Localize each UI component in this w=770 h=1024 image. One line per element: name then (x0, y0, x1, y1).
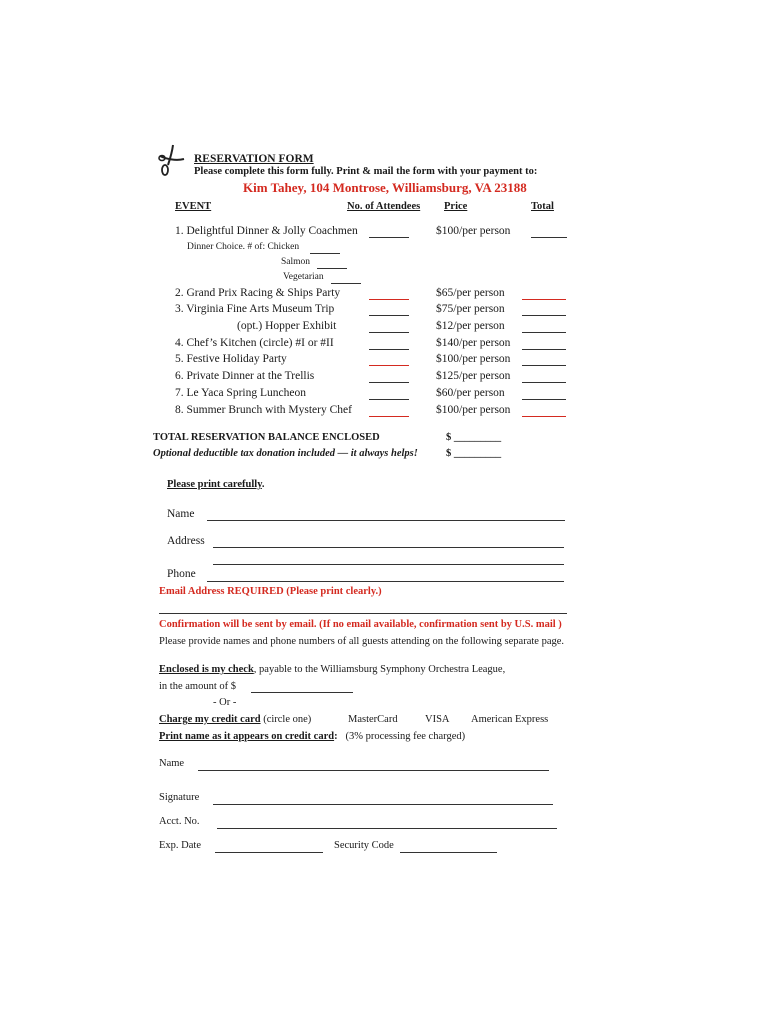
card-name-instruction: Print name as it appears on credit card: (3% processing fee charged) (159, 731, 466, 742)
total-field[interactable] (522, 332, 566, 333)
donation-field[interactable]: $ _________ (446, 448, 502, 459)
security-code-label: Security Code (334, 840, 394, 851)
print-note: Please print carefully. (167, 479, 265, 490)
total-field[interactable] (522, 365, 566, 366)
event-price: $60/per person (436, 387, 505, 399)
check-line: Enclosed is my check, payable to the Williamsburg Symphony Orchestra League, (159, 664, 506, 675)
contact-name-field[interactable] (207, 520, 565, 521)
attendees-field[interactable] (369, 416, 409, 417)
event-label: 6. Private Dinner at the Trellis (175, 370, 315, 382)
card-name-label: Name (159, 758, 185, 769)
event-label: 3. Virginia Fine Arts Museum Trip (175, 303, 335, 315)
check-amount-field[interactable] (251, 692, 353, 693)
attendees-field[interactable] (369, 349, 409, 350)
salmon-label: Salmon (281, 257, 311, 267)
form-title: RESERVATION FORM (194, 153, 314, 165)
attendees-field[interactable] (369, 315, 409, 316)
total-balance-label: TOTAL RESERVATION BALANCE ENCLOSED (153, 432, 380, 443)
event-price: $100/per person (436, 404, 511, 416)
signature-field[interactable] (213, 804, 553, 805)
event-price: $125/per person (436, 370, 511, 382)
event-price: $100/per person (436, 225, 511, 237)
salmon-count-field[interactable] (317, 268, 347, 269)
phone-field[interactable] (207, 581, 564, 582)
chicken-count-field[interactable] (310, 253, 340, 254)
address-label: Address (167, 535, 205, 547)
total-field[interactable] (522, 382, 566, 383)
mail-instructions: Please complete this form fully. Print & mail the form with your payment to: (194, 166, 538, 177)
total-field[interactable] (522, 399, 566, 400)
col-price: Price (444, 201, 468, 212)
email-label: Email Address REQUIRED (Please print clearly.) (159, 586, 382, 597)
vegetarian-label: Vegetarian (283, 272, 324, 282)
col-attendees: No. of Attendees (347, 201, 421, 212)
attendees-field[interactable] (369, 365, 409, 366)
event-label: 7. Le Yaca Spring Luncheon (175, 387, 306, 399)
event-label: 8. Summer Brunch with Mystery Chef (175, 404, 352, 416)
event-label: 5. Festive Holiday Party (175, 353, 287, 365)
or-separator: - Or - (213, 697, 237, 708)
email-field[interactable] (159, 613, 567, 614)
event-label: 4. Chef’s Kitchen (circle) #I or #II (175, 337, 334, 349)
visa-option[interactable]: VISA (425, 714, 450, 725)
total-field[interactable] (522, 299, 566, 300)
event-label: 1. Delightful Dinner & Jolly Coachmen (175, 225, 358, 237)
signature-label: Signature (159, 792, 200, 803)
amount-label: in the amount of $ (159, 681, 236, 692)
total-balance-field[interactable]: $ _________ (446, 432, 502, 443)
event-label: 2. Grand Prix Racing & Ships Party (175, 287, 341, 299)
amex-option[interactable]: American Express (471, 714, 549, 725)
security-code-field[interactable] (400, 852, 497, 853)
event-price: $65/per person (436, 287, 505, 299)
event-price: $75/per person (436, 303, 505, 315)
dinner-choice-label: Dinner Choice. # of: Chicken (187, 242, 300, 252)
acct-label: Acct. No. (159, 816, 200, 827)
exp-label: Exp. Date (159, 840, 201, 851)
vegetarian-count-field[interactable] (331, 283, 361, 284)
event-price: $100/per person (436, 353, 511, 365)
contact-name-label: Name (167, 508, 195, 520)
attendees-field[interactable] (369, 299, 409, 300)
guests-note: Please provide names and phone numbers of all guests attending on the following separate page. (159, 636, 565, 647)
address-field-line2[interactable] (213, 564, 564, 565)
attendees-field[interactable] (369, 399, 409, 400)
exp-date-field[interactable] (215, 852, 323, 853)
mastercard-option[interactable]: MasterCard (348, 714, 398, 725)
event-label: (opt.) Hopper Exhibit (237, 320, 337, 332)
donation-label: Optional deductible tax donation included — it always helps! (153, 448, 418, 459)
phone-label: Phone (167, 568, 196, 580)
total-field[interactable] (522, 416, 566, 417)
col-event: EVENT (175, 201, 212, 212)
card-name-field[interactable] (198, 770, 549, 771)
event-price: $140/per person (436, 337, 511, 349)
attendees-field[interactable] (369, 382, 409, 383)
attendees-field[interactable] (369, 237, 409, 238)
credit-card-line: Charge my credit card (circle one) (159, 714, 312, 725)
event-price: $12/per person (436, 320, 505, 332)
total-field[interactable] (522, 315, 566, 316)
acct-number-field[interactable] (217, 828, 557, 829)
confirmation-note: Confirmation will be sent by email. (If no email available, confirmation sent by U.S. mail ) (159, 619, 562, 630)
total-field[interactable] (522, 349, 566, 350)
col-total: Total (531, 201, 554, 212)
attendees-field[interactable] (369, 332, 409, 333)
address-field[interactable] (213, 547, 564, 548)
mailing-address: Kim Tahey, 104 Montrose, Williamsburg, VA 23188 (243, 180, 527, 195)
scissors-icon (156, 143, 186, 181)
total-field[interactable] (531, 237, 567, 238)
